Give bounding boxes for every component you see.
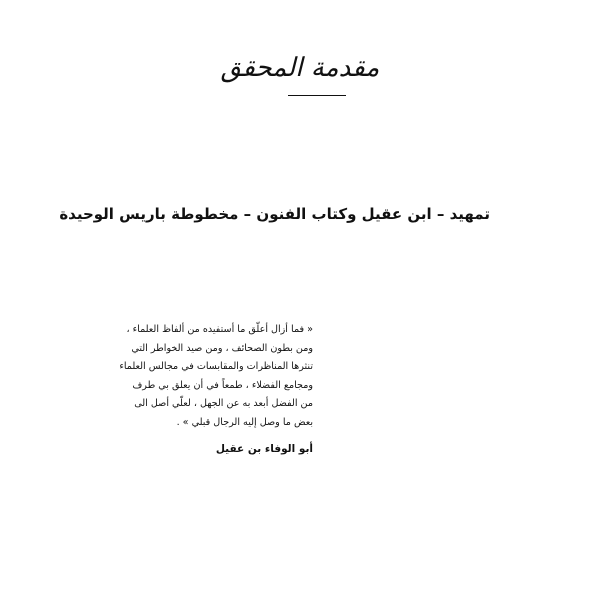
- quote-line: تنثرها المناظرات والمقابسات في مجالس العلماء: [119, 361, 313, 372]
- quote-line: « فما أزال أعلّق ما أستفيده من ألفاظ العلماء ،: [126, 324, 313, 335]
- quote-line: ومجامع الفضلاء ، طمعاً في أن يعلق بي طرف: [132, 379, 313, 391]
- section-subheading: تمهيد – ابن عقيل وكتاب الفنون – مخطوطة باريس الوحيدة: [59, 205, 490, 223]
- heading-divider: [288, 95, 346, 96]
- quote-line: بعض ما وصل إليه الرجال قبلي » .: [176, 416, 313, 428]
- page-heading: مقدمة المحقق: [220, 53, 380, 83]
- quote-attribution: أبو الوفاء بن عقيل: [215, 443, 313, 455]
- quote-line: ومن بطون الصحائف ، ومن صيد الخواطر التي: [131, 342, 313, 354]
- quote-line: من الفضل أبعد به عن الجهل ، لعلّي أصل الى: [134, 398, 313, 409]
- epigraph-quote: [95, 321, 313, 432]
